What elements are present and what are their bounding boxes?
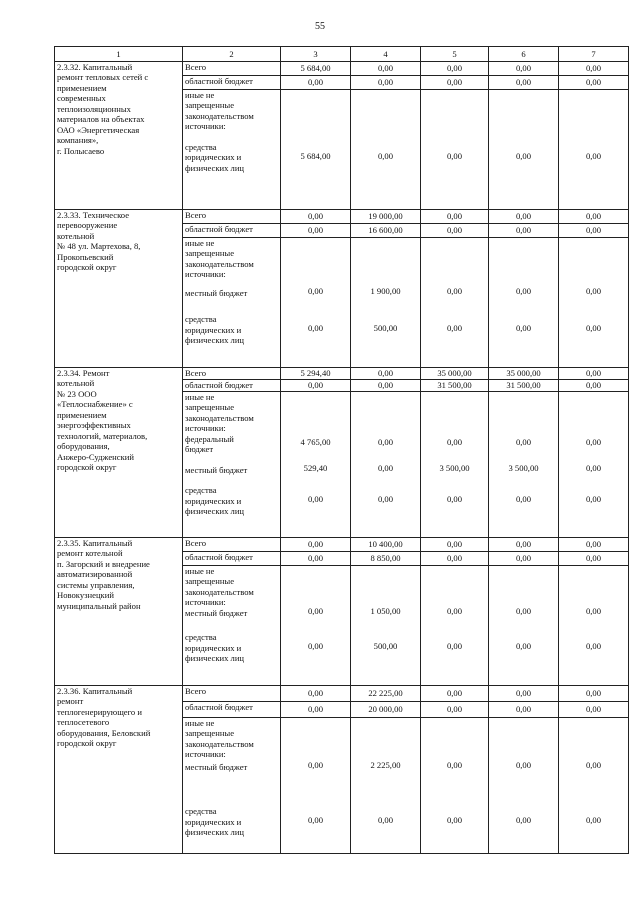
section-total-row [55, 62, 629, 76]
value-cell-group [559, 718, 629, 854]
source-label: областной бюджет [183, 552, 281, 566]
value-cell: 0,00 [446, 286, 463, 296]
value-cell: 35 000,00 [489, 368, 559, 380]
source-group-heading: иные не запрещенные законодательством источники: [185, 90, 254, 132]
value-cell: 4 765,00 [300, 437, 331, 448]
value-cell: 0,00 [377, 815, 394, 825]
value-cell: 0,00 [559, 702, 629, 718]
value-cell: 0,00 [446, 815, 463, 825]
value-cell: 10 400,00 [351, 538, 421, 552]
value-cell: 0,00 [585, 463, 602, 473]
value-cell: 0,00 [446, 760, 463, 770]
value-cell: 0,00 [489, 552, 559, 566]
source-label-group [183, 238, 281, 368]
value-cell: 0,00 [515, 437, 532, 448]
value-cell-group [559, 392, 629, 538]
value-cell: 35 000,00 [421, 368, 489, 380]
column-header: 5 [421, 47, 489, 62]
column-header: 4 [351, 47, 421, 62]
value-cell: 0,00 [585, 286, 602, 296]
budget-table [54, 46, 629, 854]
value-cell: 0,00 [559, 62, 629, 76]
value-cell: 0,00 [421, 224, 489, 238]
source-label: областной бюджет [183, 76, 281, 90]
section-total-row [55, 368, 629, 380]
value-cell: 3 500,00 [508, 463, 539, 473]
value-cell: 19 000,00 [351, 210, 421, 224]
source-label: Всего [183, 368, 281, 380]
value-cell: 0,00 [515, 815, 532, 825]
value-cell: 0,00 [281, 686, 351, 702]
value-cell: 0,00 [489, 76, 559, 90]
column-header: 3 [281, 47, 351, 62]
value-cell-group [281, 566, 351, 686]
project-name: 2.3.36. Капитальный ремонт теплогенерирующего и теплосетевого оборудования, Беловский городской округ [57, 686, 151, 749]
source-label: федеральный бюджет [185, 433, 234, 455]
value-cell: 0,00 [559, 538, 629, 552]
value-cell: 0,00 [377, 494, 394, 504]
value-cell: 0,00 [281, 380, 351, 392]
value-cell-group [281, 90, 351, 210]
value-cell: 5 294,40 [281, 368, 351, 380]
value-cell-group [489, 238, 559, 368]
column-header: 1 [55, 47, 183, 62]
value-cell: 0,00 [421, 702, 489, 718]
value-cell: 5 684,00 [281, 62, 351, 76]
value-cell: 0,00 [446, 150, 463, 161]
value-cell: 5 684,00 [300, 150, 331, 161]
column-header: 2 [183, 47, 281, 62]
value-cell-group [281, 392, 351, 538]
value-cell: 0,00 [559, 368, 629, 380]
source-group-heading: иные не запрещенные законодательством источники: [185, 392, 254, 434]
value-cell: 0,00 [559, 76, 629, 90]
section-total-row [55, 538, 629, 552]
value-cell: 0,00 [281, 210, 351, 224]
value-cell-group [351, 90, 421, 210]
source-label: Всего [183, 210, 281, 224]
source-label-group [183, 392, 281, 538]
source-group-heading: иные не запрещенные законодательством источники: [185, 718, 254, 760]
value-cell: 0,00 [281, 76, 351, 90]
value-cell: 0,00 [515, 150, 532, 161]
value-cell: 0,00 [489, 686, 559, 702]
column-header: 6 [489, 47, 559, 62]
value-cell: 0,00 [377, 463, 394, 473]
value-cell: 0,00 [421, 686, 489, 702]
value-cell: 0,00 [307, 286, 324, 296]
value-cell: 0,00 [515, 494, 532, 504]
value-cell: 0,00 [307, 494, 324, 504]
value-cell: 0,00 [351, 380, 421, 392]
source-label: Всего [183, 686, 281, 702]
value-cell: 0,00 [585, 494, 602, 504]
source-group-heading: иные не запрещенные законодательством источники: [185, 566, 254, 608]
value-cell-group [421, 718, 489, 854]
source-label: средства юридических и физических лиц [185, 806, 245, 838]
value-cell: 0,00 [281, 538, 351, 552]
value-cell-group [281, 238, 351, 368]
value-cell-group [489, 90, 559, 210]
value-cell: 0,00 [307, 641, 324, 651]
value-cell: 0,00 [307, 606, 324, 616]
value-cell: 0,00 [281, 702, 351, 718]
value-cell: 0,00 [377, 150, 394, 161]
source-label: местный бюджет [185, 287, 248, 298]
value-cell: 0,00 [559, 210, 629, 224]
value-cell: 0,00 [515, 760, 532, 770]
value-cell-group [351, 566, 421, 686]
value-cell: 0,00 [489, 210, 559, 224]
value-cell: 0,00 [559, 380, 629, 392]
value-cell: 0,00 [489, 538, 559, 552]
value-cell-group [421, 90, 489, 210]
section-total-row [55, 686, 629, 702]
value-cell: 0,00 [446, 606, 463, 616]
value-cell: 1 900,00 [370, 286, 401, 296]
value-cell-group [559, 238, 629, 368]
value-cell: 0,00 [585, 760, 602, 770]
source-label: местный бюджет [185, 607, 248, 618]
value-cell-group [421, 566, 489, 686]
value-cell: 0,00 [307, 323, 324, 333]
value-cell: 0,00 [489, 702, 559, 718]
value-cell: 0,00 [489, 62, 559, 76]
value-cell: 0,00 [351, 76, 421, 90]
source-label: средства юридических и физических лиц [185, 141, 245, 173]
value-cell: 0,00 [489, 224, 559, 238]
project-name: 2.3.34. Ремонт котельной № 23 ООО «Теплоснабжение» с применением энергоэффективных технологий, материалов, оборудования, Анжеро-Судженский городской округ [57, 368, 148, 473]
value-cell-group [351, 718, 421, 854]
value-cell: 0,00 [515, 606, 532, 616]
value-cell: 0,00 [515, 641, 532, 651]
source-label: областной бюджет [183, 224, 281, 238]
project-name-cell [55, 538, 183, 686]
value-cell: 0,00 [351, 62, 421, 76]
value-cell: 0,00 [446, 323, 463, 333]
value-cell: 0,00 [585, 606, 602, 616]
value-cell: 500,00 [373, 323, 398, 333]
value-cell: 0,00 [281, 552, 351, 566]
value-cell: 0,00 [377, 437, 394, 448]
source-group-heading: иные не запрещенные законодательством источники: [185, 238, 254, 280]
page-number: 55 [315, 21, 325, 32]
value-cell-group [421, 392, 489, 538]
project-name-cell [55, 210, 183, 368]
value-cell: 31 500,00 [421, 380, 489, 392]
value-cell-group [351, 392, 421, 538]
source-label: местный бюджет [185, 761, 248, 772]
project-name: 2.3.33. Техническое перевооружение котельной № 48 ул. Мартехова, 8, Прокопьевский городской округ [57, 210, 141, 273]
source-label: Всего [183, 62, 281, 76]
value-cell: 529,40 [303, 463, 328, 473]
value-cell: 0,00 [421, 76, 489, 90]
value-cell-group [421, 238, 489, 368]
column-number-row [55, 47, 629, 62]
section-total-row [55, 210, 629, 224]
value-cell-group [559, 566, 629, 686]
value-cell: 2 225,00 [370, 760, 401, 770]
value-cell-group [489, 392, 559, 538]
column-header: 7 [559, 47, 629, 62]
value-cell: 0,00 [351, 368, 421, 380]
value-cell: 0,00 [585, 815, 602, 825]
source-label: средства юридических и физических лиц [185, 632, 245, 664]
value-cell-group [489, 566, 559, 686]
value-cell: 0,00 [421, 62, 489, 76]
project-name-cell [55, 368, 183, 538]
source-label-group [183, 90, 281, 210]
value-cell: 8 850,00 [351, 552, 421, 566]
project-name: 2.3.35. Капитальный ремонт котельной п. Загорский и внедрение автоматизированной системы управления, Новокузнецкий муниципальный район [57, 538, 150, 611]
value-cell-group [489, 718, 559, 854]
source-label-group [183, 566, 281, 686]
value-cell: 0,00 [559, 686, 629, 702]
value-cell: 0,00 [307, 815, 324, 825]
value-cell: 0,00 [446, 437, 463, 448]
source-label: местный бюджет [185, 464, 248, 475]
source-label: средства юридических и физических лиц [185, 485, 245, 517]
source-label-group [183, 718, 281, 854]
value-cell: 0,00 [421, 538, 489, 552]
value-cell: 0,00 [421, 210, 489, 224]
value-cell: 22 225,00 [351, 686, 421, 702]
value-cell: 0,00 [281, 224, 351, 238]
value-cell: 0,00 [446, 494, 463, 504]
value-cell: 0,00 [585, 641, 602, 651]
value-cell: 0,00 [585, 150, 602, 161]
value-cell: 0,00 [585, 323, 602, 333]
value-cell-group [281, 718, 351, 854]
source-label: Всего [183, 538, 281, 552]
value-cell: 0,00 [515, 323, 532, 333]
source-label: средства юридических и физических лиц [185, 314, 245, 346]
value-cell: 0,00 [559, 552, 629, 566]
value-cell: 1 050,00 [370, 606, 401, 616]
source-label: областной бюджет [183, 380, 281, 392]
value-cell: 16 600,00 [351, 224, 421, 238]
value-cell: 0,00 [307, 760, 324, 770]
value-cell: 31 500,00 [489, 380, 559, 392]
value-cell: 0,00 [559, 224, 629, 238]
value-cell: 0,00 [446, 641, 463, 651]
value-cell-group [559, 90, 629, 210]
project-name: 2.3.32. Капитальный ремонт тепловых сетей с применением современных теплоизоляционных материалов на объектах ОАО «Энергетическая компания», г. Полысаево [57, 62, 149, 156]
source-label: областной бюджет [183, 702, 281, 718]
value-cell: 0,00 [515, 286, 532, 296]
project-name-cell [55, 62, 183, 210]
value-cell: 20 000,00 [351, 702, 421, 718]
value-cell: 500,00 [373, 641, 398, 651]
value-cell: 0,00 [585, 437, 602, 448]
value-cell: 0,00 [421, 552, 489, 566]
value-cell: 3 500,00 [439, 463, 470, 473]
project-name-cell [55, 686, 183, 854]
value-cell-group [351, 238, 421, 368]
